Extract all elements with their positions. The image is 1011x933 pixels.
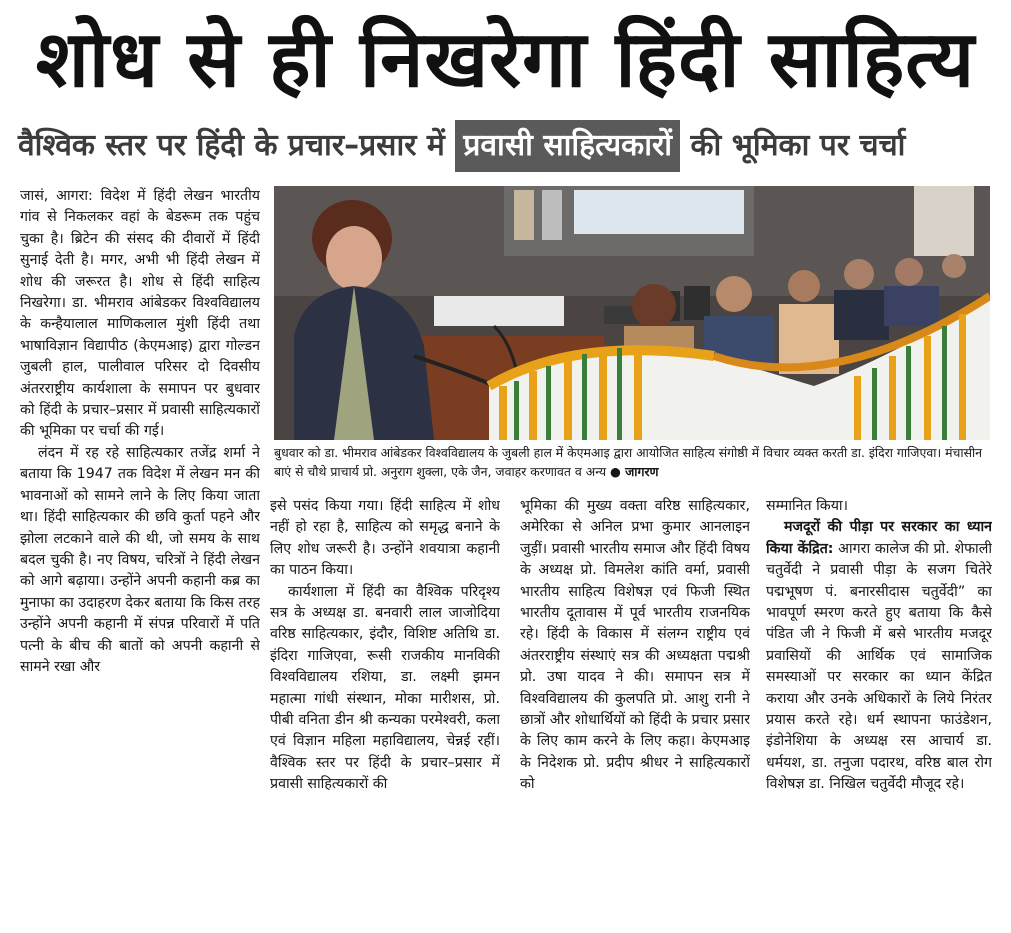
event-photo: [274, 186, 990, 440]
headline: शोध से ही निखरेगा हिंदी साहित्य: [35, 15, 976, 105]
section-subheading: मजदूरों की पीड़ा पर सरकार का ध्यान किया केंद्रित:: [766, 519, 992, 557]
article-column-1: [20, 186, 260, 906]
photo-credit: ● जागरण: [609, 464, 659, 479]
article-paragraph: जासं, आगरा: विदेश में हिंदी लेखन भारतीय गांव से निकलकर वहां के बेडरूम तक पहुंच चुका है। ब्रिटेन की संसद की दीवारों में हिंदी सुनाई देती है। मगर, अभी भी हिंदी लेखन में शोध की जरूरत है। शोध से हिंदी साहित्य निखरेगा। डा. भीमराव आंबेडकर विश्वविद्यालय के कन्हैयालाल माणिकलाल मुंशी हिंदी तथा भाषाविज्ञान विद्यापीठ (केएमआइ) द्वारा गोल्डन जुबली हाल, पालीवाल परिसर दो दिवसीय अंतरराष्ट्रीय कार्यशाला के समापन पर बुधवार को हिंदी के प्रचार–प्रसार में प्रवासी साहित्यकारों की भूमिका पर चर्चा की गई।: [20, 188, 260, 440]
caption-text: बुधवार को डा. भीमराव आंबेडकर विश्वविद्यालय के जुबली हाल में केएमआइ द्वारा आयोजित साहित्य संगोष्ठी में विचार व्यक्त करती डा. इंदिरा गाजिएवा। मंचासीन बाएं से चौथे प्राचार्य प्रो. अनुराग शुक्ला, एके जैन, जवाहर करणावत व अन्य: [274, 445, 983, 479]
article-paragraph: सम्मानित किया।: [766, 498, 848, 514]
article-paragraph: कार्यशाला में हिंदी का वैश्विक परिदृश्य सत्र के अध्यक्ष डा. बनवारी लाल जाजोदिया वरिष्ठ साहित्यकार, इंदौर, विशिष्ट अतिथि डा. इंदिरा गाजिएवा, रूसी राजकीय मानविकी विश्वविद्यालय रशिया, डा. लक्ष्मी झमन महात्मा गांधी संस्थान, मोका मारीशस, प्रो. पीबी वनिता डीन श्री कन्यका परमेश्वरी, कला एवं विज्ञान महिला महाविद्यालय, चेन्नई रहीं। वैश्विक स्तर पर हिंदी के प्रचार–प्रसार में प्रवासी साहित्यकारों की: [270, 583, 500, 793]
paragraph-text: आगरा कालेज की प्रो. शेफाली चतुर्वेदी ने प्रवासी पीड़ा के सजग चितेरे पद्मभूषण पं. बनारसीदास चतुर्वेदी” का भावपूर्ण स्मरण करते हुए बताया कि कैसे पंडित जी ने फिजी में बसे भारतीय मजदूर प्रवासियों की आर्थिक एवं सामाजिक समस्याओं पर सरकार का ध्यान केंद्रित कराया और उनके अधिकारों के लिये निरंतर प्रयास करते रहे। धर्म स्थापना फाउंडेशन, इंडोनेशिया के अध्यक्ष रस आचार्य डा. धर्मयश, डा. तनुजा पदारथ, वरिष्ठ बाल रोग विशेषज्ञ डा. निखिल चतुर्वेदी मौजूद रहे।: [766, 540, 992, 793]
subhead-before: वैश्विक स्तर पर हिंदी के प्रचार–प्रसार में: [18, 128, 456, 163]
subhead-highlight: प्रवासी साहित्यकारों: [455, 120, 680, 172]
article-column-3: [520, 496, 750, 916]
subhead-after: की भूमिका पर चर्चा: [680, 128, 906, 163]
subheadline: [18, 120, 998, 172]
article-column-2: [270, 496, 500, 916]
photo-caption: [274, 443, 990, 481]
article-column-4: [766, 496, 992, 916]
article-paragraph: इसे पसंद किया गया। हिंदी साहित्य में शोध नहीं हो रहा है, साहित्य को समृद्ध बनाने के लिए शोध जरूरी है। उन्होंने शवयात्रा कहानी का पाठन किया।: [270, 498, 500, 579]
article-paragraph: [766, 517, 992, 795]
article-paragraph: भूमिका की मुख्य वक्ता वरिष्ठ साहित्यकार, अमेरिका से अनिल प्रभा कुमार आनलाइन जुड़ीं। प्रवासी भारतीय समाज और हिंदी विषय के अध्यक्ष प्रो. विमलेश कांति वर्मा, प्रवासी भारतीय साहित्य विशेषज्ञ एवं फिजी स्थित भारतीय दूतावास में पूर्व भारतीय राजनयिक रहे। हिंदी के विकास में संलग्न राष्ट्रीय एवं अंतरराष्ट्रीय संस्थाएं सत्र की अध्यक्षता पद्मश्री प्रो. उषा यादव ने की। समापन सत्र में विश्वविद्यालय की कुलपति प्रो. आशु रानी ने छात्रों और शोधार्थियों को हिंदी के प्रचार प्रसार के लिए काम करने के लिए कहा। केएमआइ के निदेशक प्रो. प्रदीप श्रीधर ने साहित्यकारों को: [520, 498, 750, 793]
article-paragraph: लंदन में रह रहे साहित्यकार तजेंद्र शर्मा ने बताया कि 1947 तक विदेश में लेखन मन की भावनाओं को सामने लाने के लिए किया जाता था। हिंदी साहित्यकार की छवि कुर्ता पहने और झोला लटकाने वाले की थी, जो समय के साथ बदल चुकी है। नए विषय, चरित्रों ने हिंदी लेखन को आगे बढ़ाया। उन्होंने अपनी कहानी कब्र का मुनाफा का उदाहरण देकर बताया कि किस तरह उन्होंने अपनी कहानी में संपन्न परिवारों में पति पत्नी के बीच की बातों को अपनी कहानी से सामने रखा और: [20, 444, 260, 675]
